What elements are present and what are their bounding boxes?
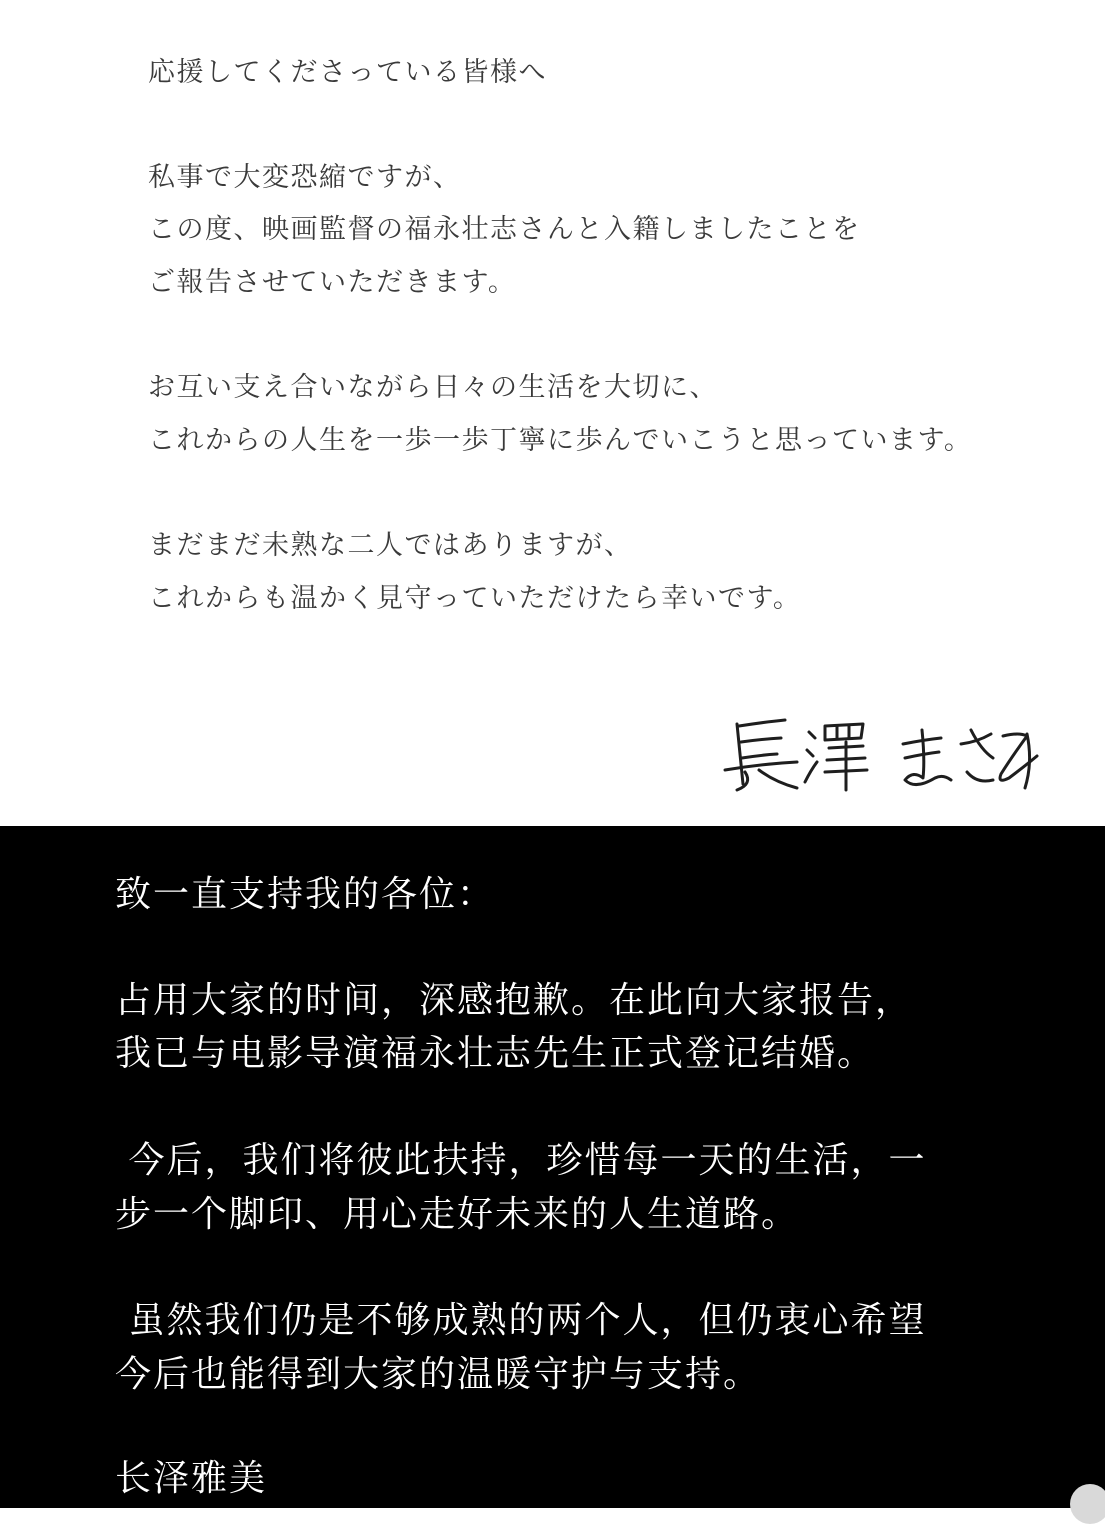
cn-para3-line2: 今后也能得到大家的温暖守护与支持。 [115,1354,762,1395]
jp-para2-line1: お互い支え合いながら日々の生活を大切に、 [148,372,718,403]
jp-para3-line1: まだまだ未熟な二人ではありますが、 [148,530,633,561]
jp-para3-line2: これからも温かく見守っていただけたら幸いです。 [148,583,802,614]
handwritten-signature [715,712,1055,797]
jp-greeting: 応援してくださっている皆様へ [148,57,547,88]
jp-para2-line2: これからの人生を一歩一歩丁寧に歩んでいこうと思っています。 [148,425,973,456]
jp-para1-line1: 私事で大変恐縮ですが、 [148,162,462,193]
cn-para1-line1: 占用大家的时间，深感抱歉。在此向大家报告， [115,980,914,1021]
cn-para1-line2: 我已与电影导演福永壮志先生正式登记结婚。 [115,1033,876,1074]
cn-para3-line1: 虽然我们仍是不够成熟的两个人，但仍衷心希望 [115,1300,927,1341]
jp-para1-line2: この度、映画監督の福永壮志さんと入籍しましたことを [148,214,861,245]
chinese-translation [0,826,1105,1508]
cn-para2-line1: 今后，我们将彼此扶持，珍惜每一天的生活，一 [115,1140,927,1181]
cn-para2-line2: 步一个脚印、用心走好未来的人生道路。 [115,1194,800,1235]
cn-signature: 长泽雅美 [115,1458,268,1499]
corner-badge-icon [1070,1484,1105,1524]
cn-greeting: 致一直支持我的各位： [115,874,496,915]
jp-para1-line3: ご報告させていただきます。 [148,267,517,298]
